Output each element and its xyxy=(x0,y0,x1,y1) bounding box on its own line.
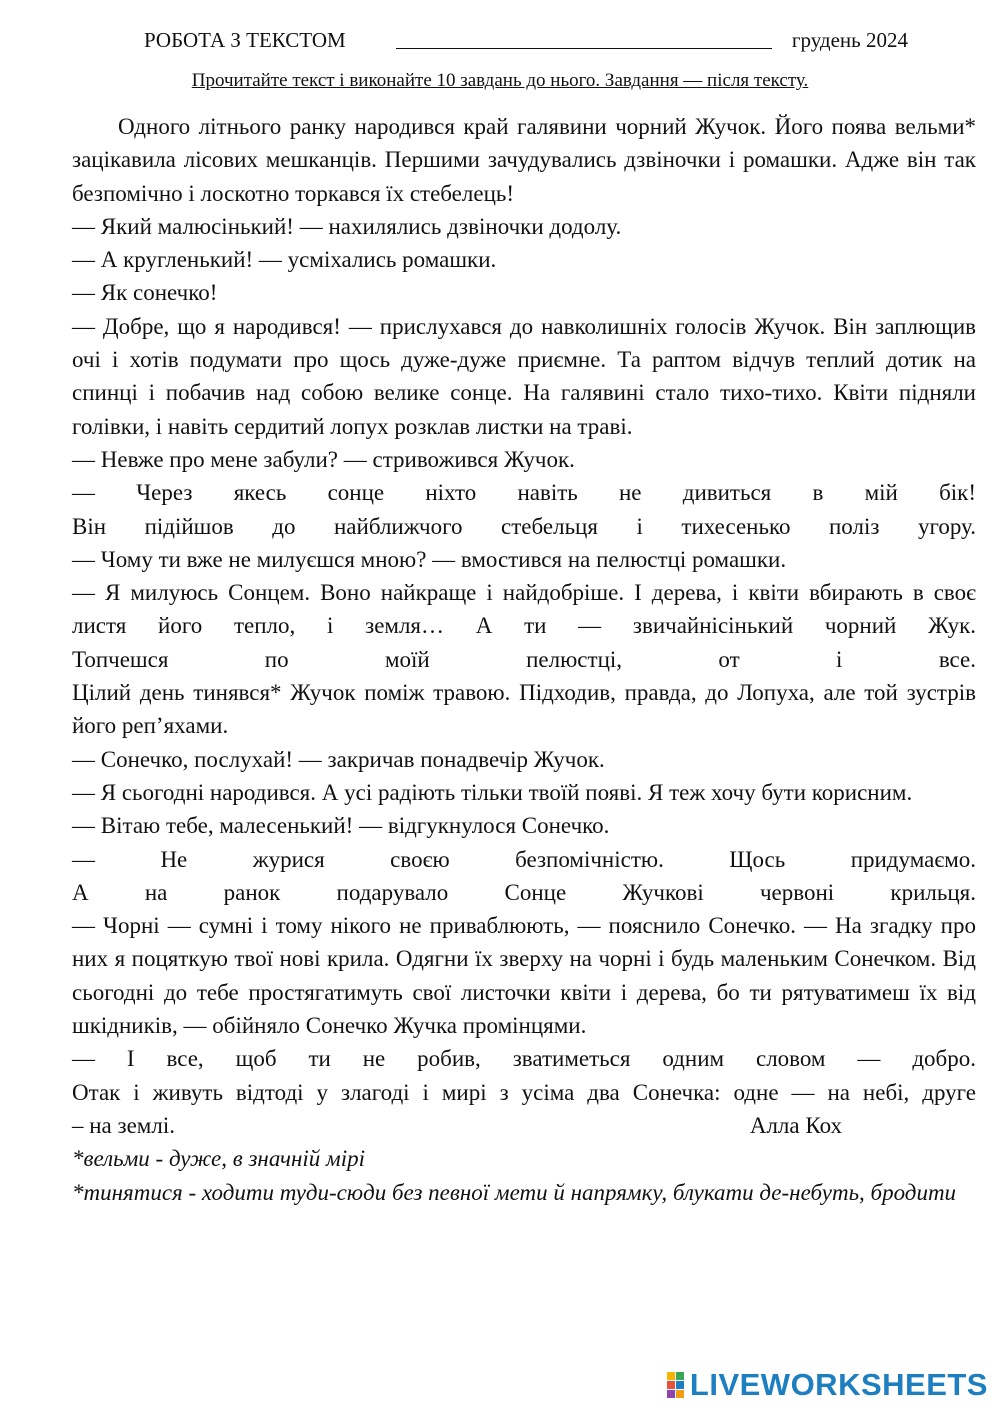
instruction-text: Прочитайте текст і виконайте 10 завдань до нього. Завдання — після тексту. xyxy=(191,70,809,91)
paragraph: — Я сьогодні народився. А усі радіють тільки твоїй появі. Я теж хочу бути корисним. xyxy=(72,779,913,805)
paragraph: — Чорні — сумні і тому нікого не приваблюють, — пояснило Сонечко. — На згадку про них я поцяткую твої нові крила. Одягни їх зверху на чорні і будь маленьким Сонечком. Від сьогодні до тебе простягатимуть свої листочки квіти і дерева, бо ти рятуватимеш їх від шкідників, — обійняло Сонечко Жучка промінцями. xyxy=(72,913,976,1039)
paragraph: Цілий день тинявся* Жучок поміж травою. Підходив, правда, до Лопуха, але той зустрів його реп’яхами. xyxy=(72,680,976,739)
paragraph: — Чому ти вже не милуєшся мною? — вмостився на пелюстці ромашки. xyxy=(72,546,787,572)
paragraph: — Вітаю тебе, малесенький! — відгукнулося Сонечко. xyxy=(72,813,610,839)
paragraph: — Не журися своєю безпомічністю. Щось придумаємо. xyxy=(72,846,976,872)
footnote: *тинятися - ходити туди-сюди без певної мети й напрямку, блукати де-небуть, бродити xyxy=(72,1179,957,1205)
header xyxy=(144,26,914,54)
paragraph: Топчешся по моїй пелюстці, от і все. xyxy=(72,646,976,672)
paragraph: — Добре, що я народився! — прислухався до навколишніх голосів Жучок. Він заплющив очі і хотів подумати про щось дуже-дуже приємне. Та раптом відчув теплий дотик на спинці і побачив над собою велике сонце. На галявині стало тихо-тихо. Квіти підняли голівки, і навіть сердитий лопух розклав листки на траві. xyxy=(72,313,976,439)
worksheet-date: грудень 2024 xyxy=(791,28,908,52)
paragraph: — Сонечко, послухай! — закричав понадвечір Жучок. xyxy=(72,746,605,772)
paragraph: — І все, щоб ти не робив, зватиметься одним словом — добро. xyxy=(72,1046,976,1072)
name-blank-line xyxy=(396,48,772,49)
paragraph: А на ранок подарувало Сонце Жучкові червоні крильця. xyxy=(72,879,976,905)
story-text xyxy=(72,110,976,1209)
liveworksheets-logo xyxy=(667,1367,988,1402)
paragraph: — А кругленький! — усміхались ромашки. xyxy=(72,247,497,273)
worksheet-title: РОБОТА З ТЕКСТОМ xyxy=(144,28,346,52)
footnote: *вельми - дуже, в значній мірі xyxy=(72,1146,366,1172)
paragraph: — Через якесь сонце ніхто навіть не дивиться в мій бік! xyxy=(72,480,976,506)
author-name: Алла Кох xyxy=(749,1112,842,1138)
paragraph: Він підійшов до найближчого стебельця і тихесенько поліз угору. xyxy=(72,513,976,539)
paragraph: Одного літнього ранку народився край галявини чорний Жучок. Його поява вельми* зацікавила лісових мешканців. Першими зачудувались дзвіночки і ромашки. Адже він так безпомічно і лоскотно торкався їх стебелець! xyxy=(72,114,976,206)
paragraph: — Як сонечко! xyxy=(72,280,218,306)
logo-text: LIVEWORKSHEETS xyxy=(689,1367,988,1402)
paragraph: — Я милуюсь Сонцем. Воно найкраще і найдобріше. І дерева, і квіти вбирають в своє листя його тепло, і земля… А ти — звичайнісінький чорний Жук. xyxy=(72,580,976,639)
liveworksheets-logo-icon xyxy=(667,1372,684,1398)
paragraph: — Який малюсінький! — нахилялись дзвіночки додолу. xyxy=(72,213,622,239)
paragraph: Отак і живуть відтоді у злагоді і мирі з усіма два Сонечка: одне — на небі, друге xyxy=(72,1079,976,1105)
final-line xyxy=(72,1109,976,1142)
last-line-text: – на землі. xyxy=(72,1112,175,1138)
paragraph: — Невже про мене забули? — стривожився Жучок. xyxy=(72,446,575,472)
